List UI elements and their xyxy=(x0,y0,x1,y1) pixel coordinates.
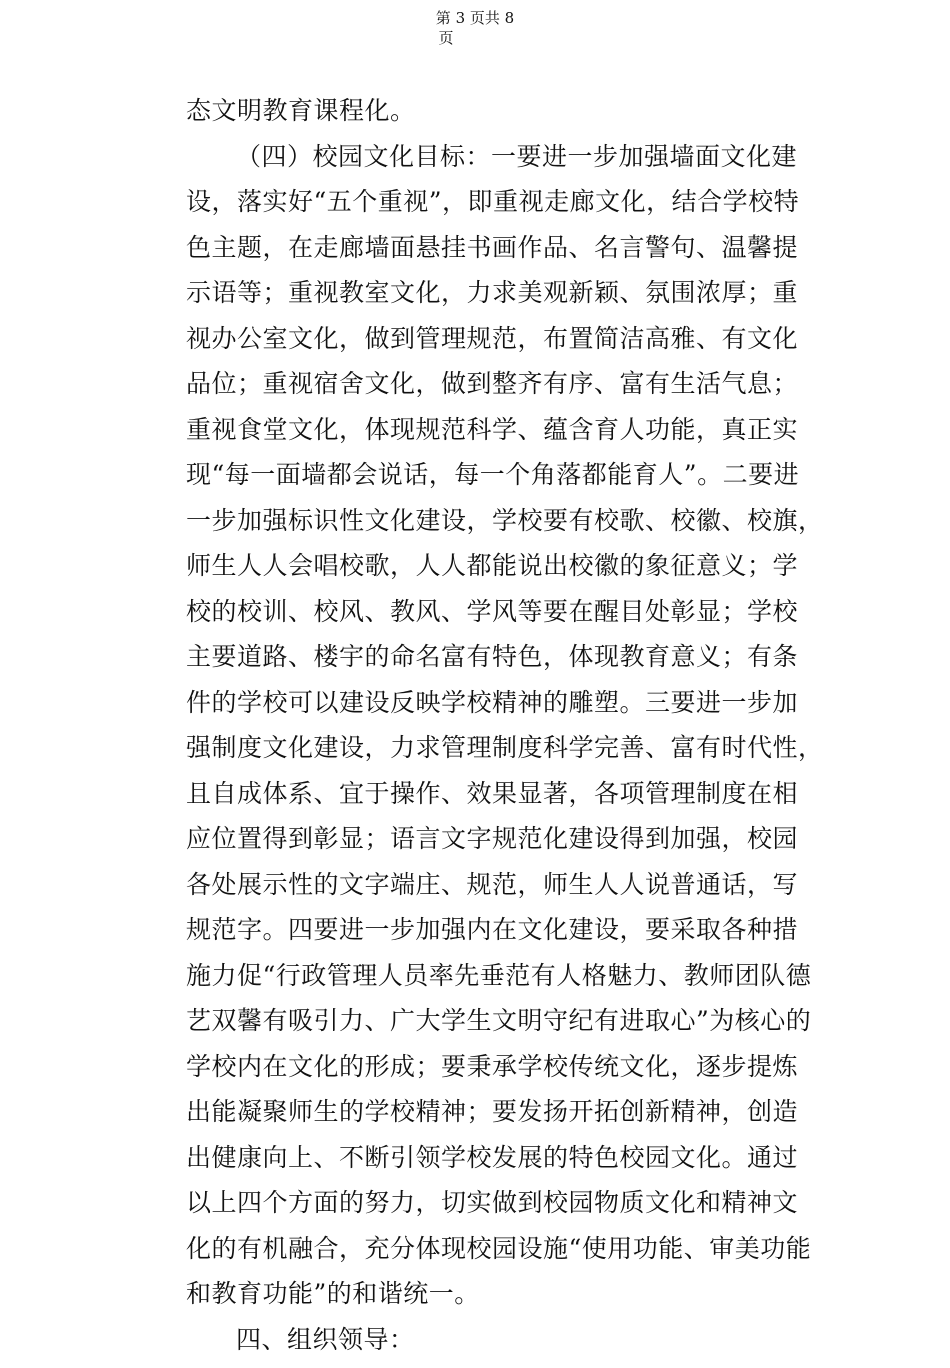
paragraph-heading-line: （四）校园文化目标：一要进一步加强墙面文化建 xyxy=(186,140,826,186)
text-line: 色主题，在走廊墙面悬挂书画作品、名言警句、温馨提 xyxy=(186,231,826,277)
section-heading: 四、组织领导： xyxy=(186,1323,826,1368)
text-line: 师生人人会唱校歌，人人都能说出校徽的象征意义；学 xyxy=(186,549,826,595)
text-line: 出健康向上、不断引领学校发展的特色校园文化。通过 xyxy=(186,1141,826,1187)
text-line: 强制度文化建设，力求管理制度科学完善、富有时代性， xyxy=(186,731,826,777)
text-line: 和教育功能”的和谐统一。 xyxy=(186,1277,826,1323)
text-line: 各处展示性的文字端庄、规范，师生人人说普通话，写 xyxy=(186,868,826,914)
text-line: 学校内在文化的形成；要秉承学校传统文化，逐步提炼 xyxy=(186,1050,826,1096)
text-line: 且自成体系、宜于操作、效果显著，各项管理制度在相 xyxy=(186,777,826,823)
text-line: 规范字。四要进一步加强内在文化建设，要采取各种措 xyxy=(186,913,826,959)
text-line: 化的有机融合，充分体现校园设施“使用功能、审美功能 xyxy=(186,1232,826,1278)
text-line: 以上四个方面的努力，切实做到校园物质文化和精神文 xyxy=(186,1186,826,1232)
text-line: 设，落实好“五个重视”，即重视走廊文化，结合学校特 xyxy=(186,185,826,231)
page-number-line-1: 第 3 页共 8 xyxy=(0,8,950,28)
page-number-line-2: 页 xyxy=(0,28,950,48)
text-line: 视办公室文化，做到管理规范，布置简洁高雅、有文化 xyxy=(186,322,826,368)
text-line: 校的校训、校风、教风、学风等要在醒目处彰显；学校 xyxy=(186,595,826,641)
page-number-header xyxy=(0,8,950,48)
text-line: 件的学校可以建设反映学校精神的雕塑。三要进一步加 xyxy=(186,686,826,732)
text-line: 品位；重视宿舍文化，做到整齐有序、富有生活气息； xyxy=(186,367,826,413)
text-line: 一步加强标识性文化建设，学校要有校歌、校徽、校旗， xyxy=(186,504,826,550)
text-line: 态文明教育课程化。 xyxy=(186,94,826,140)
text-line: 示语等；重视教室文化，力求美观新颖、氛围浓厚；重 xyxy=(186,276,826,322)
text-line: 艺双馨有吸引力、广大学生文明守纪有进取心”为核心的 xyxy=(186,1004,826,1050)
document-body xyxy=(186,94,826,1368)
text-line: 施力促“行政管理人员率先垂范有人格魅力、教师团队德 xyxy=(186,959,826,1005)
text-line: 主要道路、楼宇的命名富有特色，体现教育意义；有条 xyxy=(186,640,826,686)
text-line: 应位置得到彰显；语言文字规范化建设得到加强，校园 xyxy=(186,822,826,868)
text-line: 重视食堂文化，体现规范科学、蕴含育人功能，真正实 xyxy=(186,413,826,459)
text-line: 现“每一面墙都会说话，每一个角落都能育人”。二要进 xyxy=(186,458,826,504)
text-line: 出能凝聚师生的学校精神；要发扬开拓创新精神，创造 xyxy=(186,1095,826,1141)
